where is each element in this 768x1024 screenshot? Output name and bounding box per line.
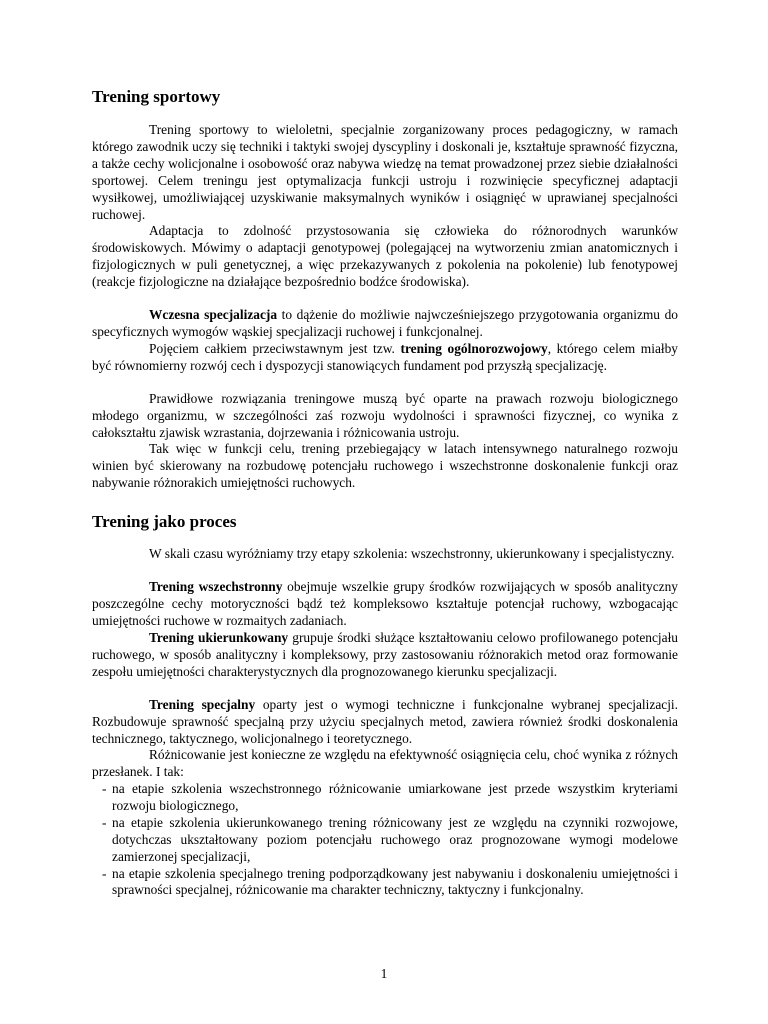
list-item [92,815,678,866]
bold-term: Trening specjalny [149,697,256,712]
paragraph-text: Różnicowanie jest konieczne ze względu na efektywność osiągnięcia celu, choć wynika z różnych przesłanek. I tak: [92,747,678,779]
list-item-text: na etapie szkolenia ukierunkowanego trening różnicowany jest ze względu na czynniki rozwojowe, dotychczas ukształtowany poziom potencjału ruchowego oraz prognozowane wymogi modelowe zamierzonej specjalizacji, [112,814,678,864]
dash-bullet-icon: - [102,781,107,796]
paragraph [92,697,678,748]
paragraph-text: oparty jest o wymogi techniczne i funkcjonalne wybranej specjalizacji. Rozbudowuje sprawność specjalną przy użyciu specjalnych metod, zawiera również środki doskonalenia technicznego, taktycznego, wolicjonalnego i teoretycznego. [92,697,678,746]
paragraph-text: grupuje środki służące kształtowaniu celowo profilowanego potencjału ruchowego, w sposób analityczny i kompleksowy, przy zastosowaniu różnorakich metod oraz formowanie zespołu umiejętności charakterystycznych dla prognozowanego kierunku specjalizacji. [92,630,678,679]
list-item-text: na etapie szkolenia wszechstronnego różnicowanie umiarkowane jest przede wszystkim kryteriami rozwoju biologicznego, [112,781,678,813]
bullet-list [92,781,678,899]
paragraph-text: Tak więc w funkcji celu, trening przebiegający w latach intensywnego naturalnego rozwoju winien być skierowany na rozbudowę potencjału ruchowego i wszechstronne doskonalenie funkcji oraz nabywanie różnorakich umiejętności ruchowych. [92,441,678,490]
section-heading: Trening sportowy [92,87,221,106]
paragraph-text: W skali czasu wyróżniamy trzy etapy szkolenia: wszechstronny, ukierunkowany i specjalistyczny. [149,546,675,561]
list-item [92,866,678,900]
page-number: 1 [380,966,388,981]
bold-term: trening ogólnorozwojowy [400,341,548,356]
section-heading: Trening jako proces [92,512,237,531]
bold-term: Trening wszechstronny [149,579,283,594]
list-item [92,781,678,815]
paragraph-text: , którego celem miałby być równomierny rozwój cech i dyspozycji stanowiących fundament pod przyszłą specjalizację. [92,341,678,373]
bold-term: Trening ukierunkowany [149,630,289,645]
paragraph-text: Adaptacja to zdolność przystosowania się człowieka do różnorodnych warunków środowiskowych. Mówimy o adaptacji genotypowej (polegającej na wytworzeniu zmian anatomicznych i fizjologicznych w puli genetycznej, a więc przekazywanych z pokolenia na pokolenie) lub fenotypowej (reakcje fizjologiczne na działające bezpośrednio bodźce środowiska). [92,223,678,289]
paragraph-text: Pojęciem całkiem przeciwstawnym jest tzw. [149,341,401,356]
paragraph [92,546,678,563]
paragraph [92,307,678,341]
list-item-text: na etapie szkolenia specjalnego trening podporządkowany jest nabywaniu i doskonaleniu umiejętności i sprawności specjalnej, różnicowanie ma charakter techniczny, taktyczny i funkcjonalny. [112,865,678,898]
dash-bullet-icon: - [102,865,107,881]
paragraph [92,630,678,681]
paragraph [92,579,678,630]
paragraph [92,391,678,442]
paragraph-text: Prawidłowe rozwiązania treningowe muszą być oparte na prawach rozwoju biologicznego młodego organizmu, w szczególności zaś rozwoju wydolności i sprawności fizycznej, co wynika z całokształtu zjawisk wzrastania, dojrzewania i różnicowania ustroju. [92,391,678,440]
paragraph [92,122,678,223]
paragraph-text: Trening sportowy to wieloletni, specjalnie zorganizowany proces pedagogiczny, w ramach którego zawodnik uczy się techniki i taktyki swojej dyscypliny i doskonali je, kształtuje sprawność fizyczna, a także cechy wolicjonalne i osobowość oraz nabywa wiedzę na temat prowadzonej przez siebie działalności sportowej. Celem treningu jest optymalizacja funkcji ustroju i rozwinięcie specyficznej adaptacji wysiłkowej, umożliwiającej uzyskiwanie maksymalnych wyników i osiągnięć w uprawianej specjalności ruchowej. [92,122,678,222]
paragraph [92,223,678,291]
bold-term: Wczesna specjalizacja [149,307,278,322]
paragraph [92,341,678,375]
paragraph-text: obejmuje wszelkie grupy środków rozwijających w sposób analityczny poszczególne cechy motoryczności bądź też kompleksowo kształtuje potencjał ruchowy, wzbogacając umiejętności ruchowe w rozmaitych zadaniach. [92,579,678,628]
dash-bullet-icon: - [102,814,107,830]
paragraph [92,747,678,781]
paragraph-text: to dążenie do możliwie najwcześniejszego przygotowania organizmu do specyficznych wymogów wąskiej specjalizacji ruchowej i funkcjonalnej. [92,307,678,339]
paragraph [92,441,678,492]
